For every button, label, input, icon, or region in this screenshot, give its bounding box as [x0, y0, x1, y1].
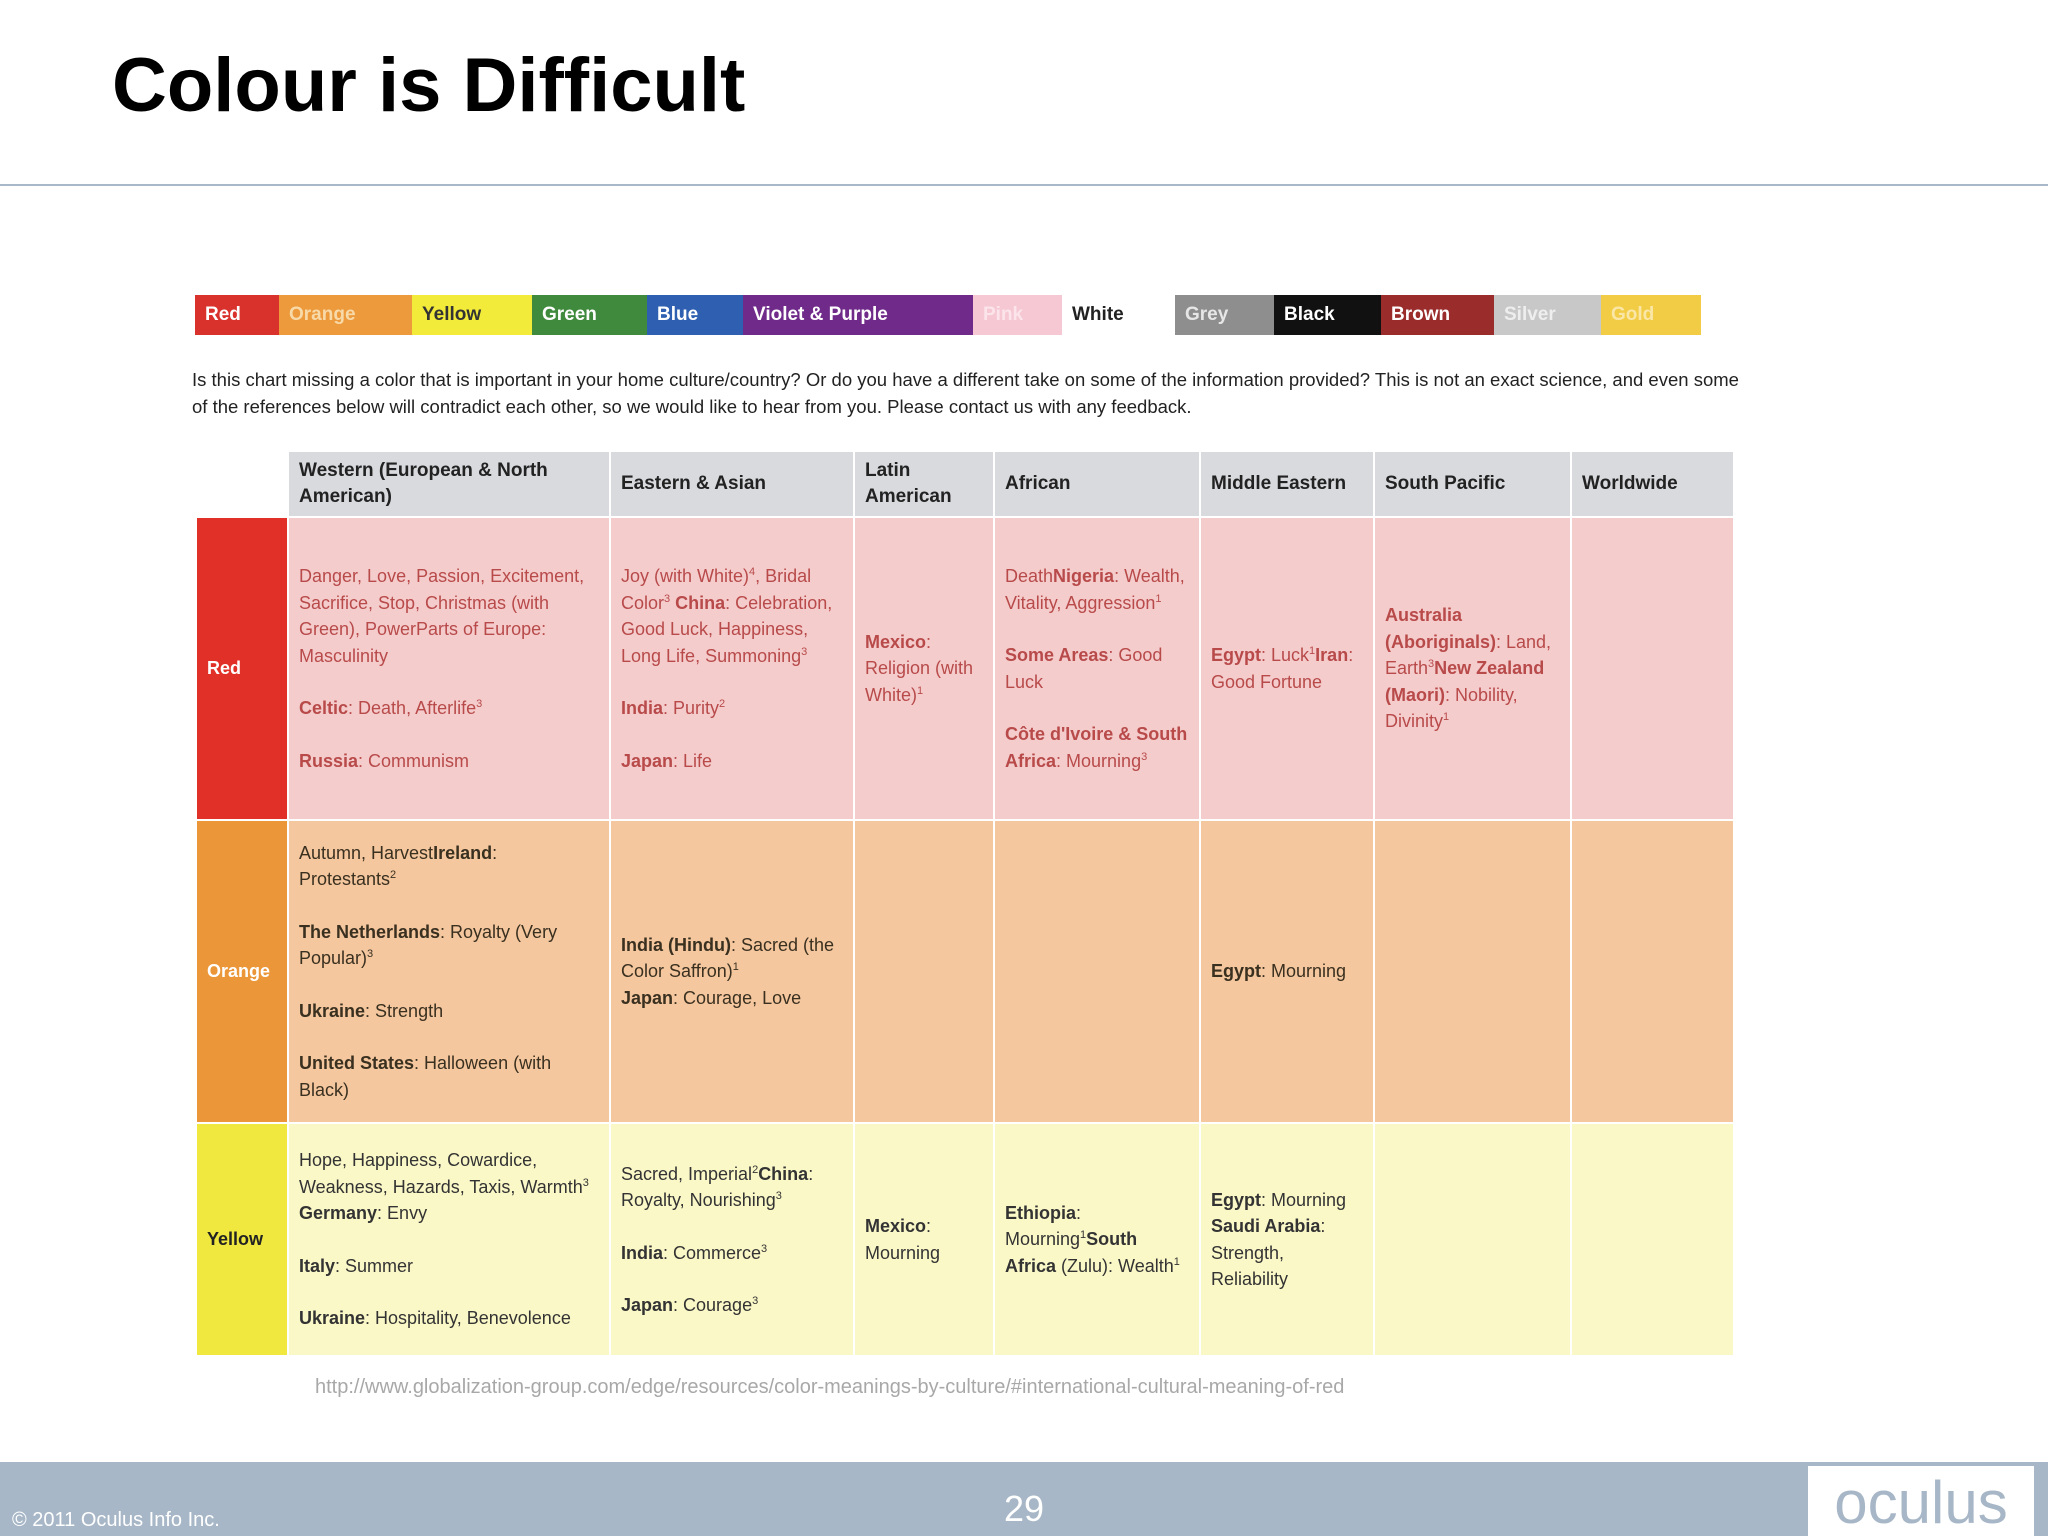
- table-cell: [994, 820, 1200, 1123]
- swatch-red: Red: [195, 295, 279, 335]
- swatch-pink: Pink: [973, 295, 1062, 335]
- column-header: African: [994, 451, 1200, 517]
- swatch-black: Black: [1274, 295, 1381, 335]
- source-url: http://www.globalization-group.com/edge/resources/color-meanings-by-culture/#international-cultural-meaning-of-red: [315, 1376, 1345, 1398]
- swatch-green: Green: [532, 295, 647, 335]
- table-cell: [1571, 517, 1734, 820]
- column-header: Western (European & North American): [288, 451, 610, 517]
- oculus-logo: [1808, 1466, 2034, 1536]
- swatch-yellow: Yellow: [412, 295, 532, 335]
- title-divider: [0, 184, 2048, 186]
- table-cell: [1374, 1123, 1571, 1356]
- color-swatch-bar: [195, 295, 1733, 335]
- table-cell: [854, 820, 994, 1123]
- page-number: 29: [1004, 1488, 1045, 1529]
- table-cell: [1571, 820, 1734, 1123]
- copyright-text: © 2011 Oculus Info Inc.: [12, 1509, 220, 1531]
- table-cell: Ethiopia: Mourning$^1$South Africa (Zulu): Wealth$^1$: [994, 1123, 1200, 1356]
- swatch-white: White: [1062, 295, 1175, 335]
- table-cell: Sacred, Imperial$^2$China: Royalty, Nourishing$^3$ India: Commerce$^3$ Japan: Courage$^3$: [610, 1123, 854, 1356]
- slide-title: Colour is Difficult: [112, 43, 746, 128]
- table-row: [196, 1123, 1734, 1356]
- column-header: Eastern & Asian: [610, 451, 854, 517]
- table-cell: DeathNigeria: Wealth, Vitality, Aggression$^1$ Some Areas: Good Luck Côte d'Ivoire & South Africa: Mourning$^3$: [994, 517, 1200, 820]
- table-cell: Hope, Happiness, Cowardice, Weakness, Hazards, Taxis, Warmth$^3$ Germany: Envy Italy: Summer Ukraine: Hospitality, Benevolence: [288, 1123, 610, 1356]
- swatch-orange: Orange: [279, 295, 412, 335]
- feedback-note: Is this chart missing a color that is important in your home culture/country? Or do you have a different take on some of the information provided? This is not an exact science, and even some of the references below will contradict each other, so we would like to hear from you. Please contact us with any feedback.: [192, 369, 1739, 417]
- swatch-silver: Silver: [1494, 295, 1601, 335]
- table-cell: Australia (Aboriginals): Land, Earth$^3$New Zealand (Maori): Nobility, Divinity$^1$: [1374, 517, 1571, 820]
- table-cell: [1374, 820, 1571, 1123]
- row-header: Red: [196, 517, 288, 820]
- color-meanings-table: [195, 450, 1735, 1357]
- swatch-violet-purple: Violet & Purple: [743, 295, 973, 335]
- swatch-blue: Blue: [647, 295, 743, 335]
- table-cell: Mexico: Mourning: [854, 1123, 994, 1356]
- column-header: South Pacific: [1374, 451, 1571, 517]
- table-cell: Danger, Love, Passion, Excitement, Sacrifice, Stop, Christmas (with Green), PowerParts of Europe: Masculinity Celtic: Death, Afterlife$^3$ Russia: Communism: [288, 517, 610, 820]
- table-cell: Autumn, HarvestIreland: Protestants$^2$ The Netherlands: Royalty (Very Popular)$^3$ Ukraine: Strength United States: Halloween (with Black): [288, 820, 610, 1123]
- table-row: [196, 517, 1734, 820]
- logo-text: oculus: [1834, 1469, 2008, 1536]
- table-header-row: [196, 451, 1734, 517]
- table-row: [196, 820, 1734, 1123]
- swatch-gold: Gold: [1601, 295, 1701, 335]
- row-header: Orange: [196, 820, 288, 1123]
- table-cell: Mexico: Religion (with White)$^1$: [854, 517, 994, 820]
- table-cell: Joy (with White)$^4$, Bridal Color$^3$ China: Celebration, Good Luck, Happiness, Long Life, Summoning$^3$ India: Purity$^2$ Japan: Life: [610, 517, 854, 820]
- swatch-brown: Brown: [1381, 295, 1494, 335]
- table-cell: Egypt: Luck$^1$Iran: Good Fortune: [1200, 517, 1374, 820]
- table-cell: India (Hindu): Sacred (the Color Saffron)$^1$ Japan: Courage, Love: [610, 820, 854, 1123]
- table-cell: Egypt: Mourning: [1200, 820, 1374, 1123]
- table-cell: Egypt: Mourning Saudi Arabia: Strength, Reliability: [1200, 1123, 1374, 1356]
- table-cell: [1571, 1123, 1734, 1356]
- header-corner: [196, 451, 288, 517]
- swatch-grey: Grey: [1175, 295, 1274, 335]
- column-header: Worldwide: [1571, 451, 1734, 517]
- column-header: Middle Eastern: [1200, 451, 1374, 517]
- column-header: Latin American: [854, 451, 994, 517]
- row-header: Yellow: [196, 1123, 288, 1356]
